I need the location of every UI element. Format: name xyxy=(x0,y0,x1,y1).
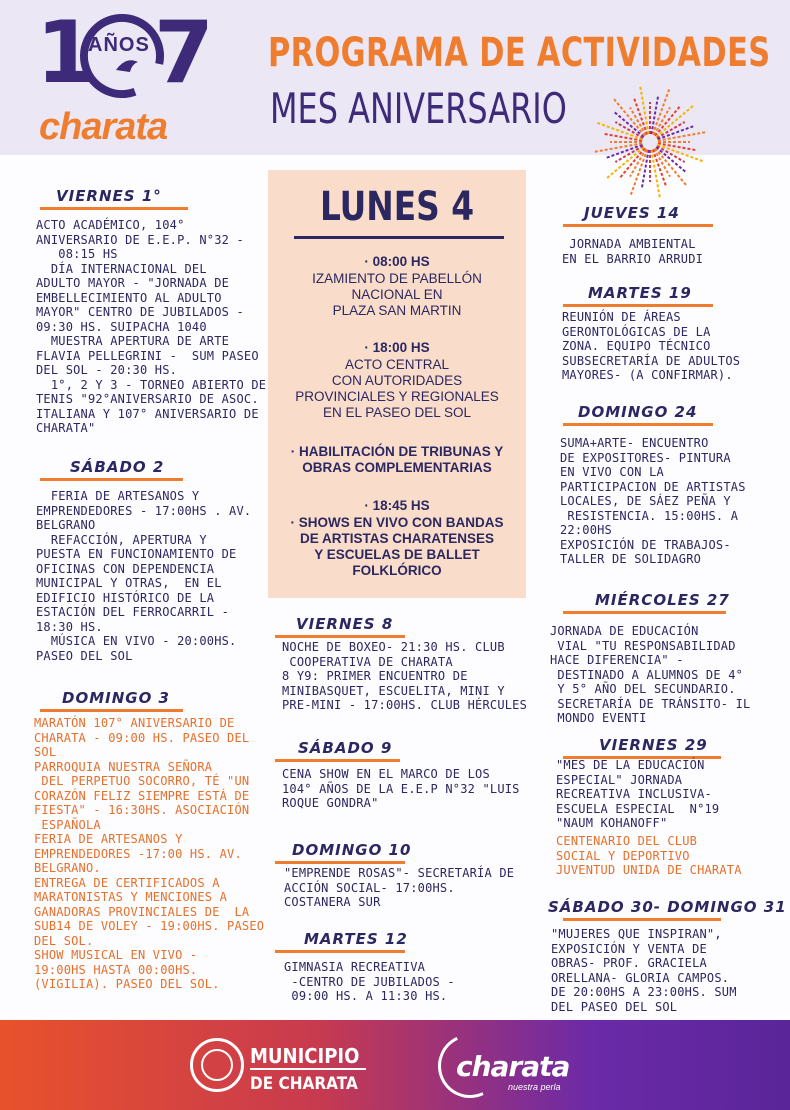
footer-band xyxy=(0,1020,790,1110)
section-title-domingo-24: DOMINGO 24 xyxy=(578,403,698,421)
lunes-4-title: LUNES 4 xyxy=(319,184,475,230)
section-title-sabado-2: SÁBADO 2 xyxy=(70,458,165,476)
lunes-4-time-1: · 08:00 HS xyxy=(364,254,430,269)
section-title-domingo-10: DOMINGO 10 xyxy=(292,841,412,859)
logo-digit-7: 7 xyxy=(154,3,214,103)
section-underline xyxy=(563,611,726,614)
section-text-domingo-24: SUMA+ARTE- ENCUENTRO DE EXPOSITORES- PINTURA EN VIVO CON LA PARTICIPACION DE ARTISTAS LOCALES, DE SÁEZ PEÑA Y RESISTENCIA. 15:00HS. A 22:00HS EXPOSICIÓN DE TRABAJOS- TALLER DE SOLIDAGRO xyxy=(560,436,746,566)
section-title-viernes-8: VIERNES 8 xyxy=(296,615,394,633)
section-title-martes-19: MARTES 19 xyxy=(588,284,692,302)
charata-brand-tagline: nuestra perla xyxy=(508,1082,561,1092)
charata-brand-logo: charata xyxy=(456,1050,570,1083)
section-title-viernes-1: VIERNES 1° xyxy=(56,187,162,205)
municipio-label: MUNICIPIO xyxy=(250,1044,360,1068)
page-subtitle: MES ANIVERSARIO xyxy=(270,84,567,133)
section-underline xyxy=(563,224,713,227)
section-title-sabado-9: SÁBADO 9 xyxy=(298,739,393,757)
section-underline xyxy=(275,759,400,762)
section-underline xyxy=(40,207,188,210)
lunes-4-time-4: · 18:45 HS xyxy=(364,498,430,513)
section-text-viernes-1: ACTO ACADÉMICO, 104° ANIVERSARIO DE E.E.P. N°32 - 08:15 HS DÍA INTERNACIONAL DEL ADULTO MAYOR - "JORNADA DE EMBELLECIMIENTO AL ADULTO MAYOR" CENTRO DE JUBILADOS - 09:30 HS. SUIPACHA 1040 MUESTRA APERTURA DE ARTE FLAVIA PELLEGRINI - SUM PASEO DEL SOL - 20:30 HS. 1°, 2 Y 3 - TORNEO ABIERTO DE TENIS "92°ANIVERSARIO DE ASOC. ITALIANA Y 107° ANIVERSARIO DE CHARATA" xyxy=(36,218,267,435)
section-text-sabado-30: "MUJERES QUE INSPIRAN", EXPOSICIÓN Y VENTA DE OBRAS- PROF. GRACIELA ORELLANA- GLORIA CAMPOS. DE 20:00HS A 23:00HS. SUM DEL PASEO DEL SOL xyxy=(551,927,737,1014)
municipio-sublabel: DE CHARATA xyxy=(250,1074,358,1094)
section-underline xyxy=(40,478,183,481)
lunes-4-box xyxy=(268,170,526,598)
section-underline xyxy=(563,304,713,307)
section-text-martes-12: GIMNASIA RECREATIVA -CENTRO DE JUBILADOS - 09:00 HS. A 11:30 HS. xyxy=(284,960,455,1003)
section-text-miercoles-27: JORNADA DE EDUCACIÓN VIAL "TU RESPONSABILIDAD HACE DIFERENCIA" - DESTINADO A ALUMNOS DE 4° Y 5° AÑO DEL SECUNDARIO. SECRETARÍA DE TRÁNSITO- IL MONDO EVENTI xyxy=(550,624,751,725)
lunes-4-text-4: · SHOWS EN VIVO CON BANDAS DE ARTISTAS CHARATENSES Y ESCUELAS DE BALLET FOLKLÓRICO xyxy=(290,515,504,578)
municipal-seal-icon xyxy=(190,1038,244,1092)
anniversary-logo xyxy=(36,3,214,148)
logo-anos-text: AÑOS xyxy=(88,34,150,56)
municipio-divider xyxy=(250,1068,366,1070)
lunes-4-text-1: IZAMIENTO DE PABELLÓN NACIONAL EN PLAZA SAN MARTIN xyxy=(312,271,482,318)
section-underline xyxy=(275,861,405,864)
logo-charata-text: charata xyxy=(39,106,168,148)
lunes-4-underline xyxy=(294,236,504,239)
section-title-martes-12: MARTES 12 xyxy=(304,930,408,948)
section-text-domingo-3: MARATÓN 107° ANIVERSARIO DE CHARATA - 09:00 HS. PASEO DEL SOL PARROQUIA NUESTRA SEÑORA DEL PERPETUO SOCORRO, TÉ "UN CORAZÓN FELIZ SIEMPRE ESTÁ DE FIESTA" - 16:30HS. ASOCIACIÓN ESPAÑOLA FERIA DE ARTESANOS Y EMPRENDEDORES -17:00 HS. AV. BELGRANO. ENTREGA DE CERTIFICADOS A MARATONISTAS Y MENCIONES A GANADORAS PROVINCIALES DE LA SUB14 DE VOLEY - 19:00HS. PASEO DEL SOL. SHOW MUSICAL EN VIVO - 19:00HS HASTA 00:00HS. (VIGILIA). PASEO DEL SOL. xyxy=(34,716,265,991)
section-text-viernes-8: NOCHE DE BOXEO- 21:30 HS. CLUB COOPERATIVA DE CHARATA 8 Y9: PRIMER ENCUENTRO DE MINIBASQUET, ESCUELITA, MINI Y PRE-MINI - 17:00HS. CLUB HÉRCULES xyxy=(282,640,528,712)
section-underline xyxy=(563,918,721,921)
lunes-4-text-3: · HABILITACIÓN DE TRIBUNAS Y OBRAS COMPLEMENTARIAS xyxy=(290,444,504,475)
section-underline xyxy=(40,709,183,712)
lunes-4-text-2: ACTO CENTRAL CON AUTORIDADES PROVINCIALES Y REGIONALES EN EL PASEO DEL SOL xyxy=(295,357,499,420)
section-title-miercoles-27: MIÉRCOLES 27 xyxy=(595,591,730,609)
section-text-sabado-9: CENA SHOW EN EL MARCO DE LOS 104° AÑOS DE LA E.E.P N°32 "LUIS ROQUE GONDRA" xyxy=(282,767,520,810)
section-text-martes-19: REUNIÓN DE ÁREAS GERONTOLÓGICAS DE LA ZONA. EQUIPO TÉCNICO SUBSECRETARÍA DE ADULTOS MAYORES- (A CONFIRMAR). xyxy=(562,310,741,382)
logo-digit-1: 1 xyxy=(36,3,96,103)
section-underline xyxy=(275,635,405,638)
section-text-viernes-29-extra: CENTENARIO DEL CLUB SOCIAL Y DEPORTIVO JUVENTUD UNIDA DE CHARATA xyxy=(556,834,742,877)
section-underline xyxy=(563,423,713,426)
section-text-jueves-14: JORNADA AMBIENTAL EN EL BARRIO ARRUDI xyxy=(562,237,704,266)
section-title-sabado-30: SÁBADO 30- DOMINGO 31 xyxy=(548,898,787,916)
lunes-4-time-2: · 18:00 HS xyxy=(364,340,430,355)
section-title-jueves-14: JUEVES 14 xyxy=(584,204,680,222)
section-title-viernes-29: VIERNES 29 xyxy=(599,736,708,754)
section-text-domingo-10: "EMPRENDE ROSAS"- SECRETARÍA DE ACCIÓN SOCIAL- 17:00HS. COSTANERA SUR xyxy=(284,866,515,909)
page-title: PROGRAMA DE ACTIVIDADES xyxy=(268,30,771,76)
section-title-domingo-3: DOMINGO 3 xyxy=(62,689,170,707)
section-text-sabado-2: FERIA DE ARTESANOS Y EMPRENDEDORES - 17:00HS . AV. BELGRANO REFACCIÓN, APERTURA Y PUESTA EN FUNCIONAMIENTO DE OFICINAS CON DEPENDENCIA MUNICIPAL Y OTRAS, EN EL EDIFICIO HISTÓRICO DE LA ESTACIÓN DEL FERROCARRIL - 18:30 HS. MÚSICA EN VIVO - 20:00HS. PASEO DEL SOL xyxy=(36,489,252,663)
section-text-viernes-29: "MES DE LA EDUCACIÓN ESPECIAL" JORNADA RECREATIVA INCLUSIVA- ESCUELA ESPECIAL N°19 "NAUM KOHANOFF" xyxy=(556,758,720,830)
section-underline xyxy=(275,950,405,953)
fireworks-icon xyxy=(594,86,706,198)
